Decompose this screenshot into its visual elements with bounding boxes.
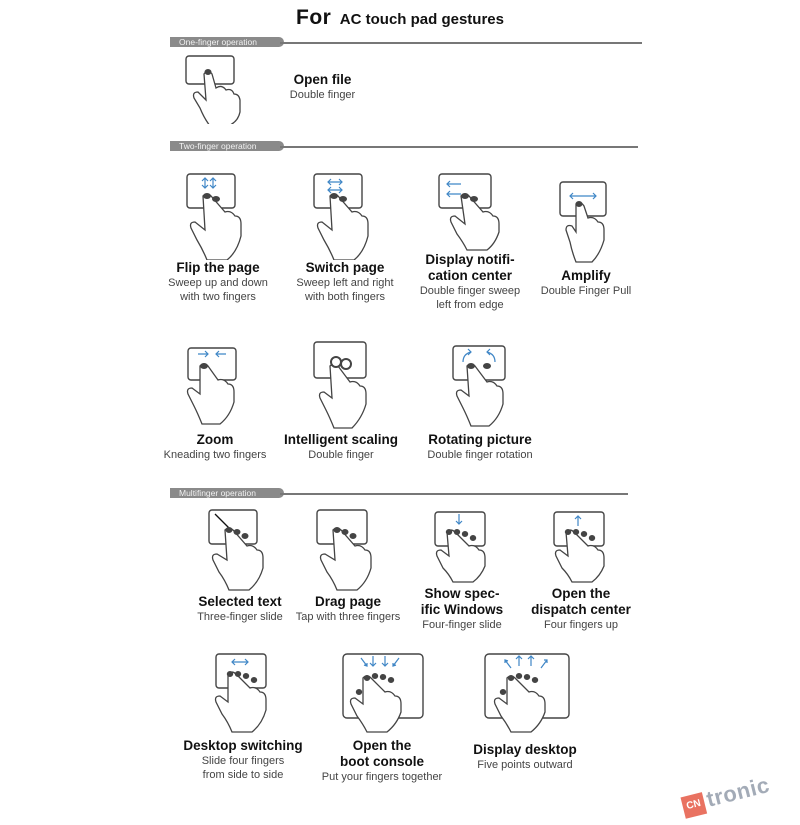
gesture-zoom: [155, 346, 275, 462]
touchpad-hand-icon: [303, 508, 393, 594]
arrow-icon: [456, 514, 462, 524]
gesture-desc: Kneading two fingers: [163, 449, 267, 461]
gesture-title: Desktop switching: [183, 738, 303, 753]
touchpad-hand-icon: [296, 340, 386, 432]
gesture-desc: with two fingers: [180, 291, 256, 303]
gesture-dispatch-center: [520, 510, 642, 632]
gesture-title: Switch page: [305, 260, 385, 275]
touchpad-hand-icon: [182, 52, 272, 124]
arrow-icon: [570, 193, 596, 199]
gesture-title: boot console: [340, 754, 424, 769]
gesture-title: Show spec-: [424, 586, 500, 601]
gesture-desktop-switching: [172, 652, 314, 782]
touchpad-hand-icon: [546, 180, 626, 268]
touchpad-hand-icon: [425, 172, 515, 252]
touchpad-hand-icon: [329, 652, 435, 738]
touchpad-hand-icon: [435, 344, 525, 432]
gesture-desc: Tap with three fingers: [295, 611, 401, 623]
arrow-icon: [232, 659, 248, 665]
gesture-title: Rotating picture: [428, 432, 532, 447]
section-divider: [280, 146, 638, 148]
gesture-title: cation center: [427, 268, 513, 283]
page-title: [0, 6, 800, 30]
touchpad-hand-icon: [475, 652, 575, 742]
arrow-icon: [361, 656, 399, 666]
gesture-drag-page: [286, 508, 410, 624]
section-label-one-finger: One-finger operation: [170, 37, 284, 47]
section-label-multifinger: Multifinger operation: [170, 488, 284, 498]
gesture-title: Display notifi-: [425, 252, 515, 267]
gesture-title: Intelligent scaling: [283, 432, 399, 447]
touchpad-hand-icon: [195, 508, 285, 594]
gesture-show-windows: [412, 510, 512, 632]
gesture-desc: Four-finger slide: [422, 619, 502, 631]
touchpad-hand-icon: [300, 172, 390, 260]
touchpad-hand-icon: [536, 510, 626, 586]
gesture-desc: Double finger: [289, 89, 356, 101]
gesture-desc: Sweep up and down: [168, 277, 268, 289]
gesture-desc: Put your fingers together: [321, 771, 443, 783]
gesture-amplify: [530, 180, 642, 298]
gesture-desc: from side to side: [202, 769, 284, 781]
gesture-desc: with both fingers: [304, 291, 386, 303]
section-multifinger: [170, 488, 628, 498]
gesture-display-desktop: [460, 652, 590, 772]
gesture-desc: Four fingers up: [544, 619, 618, 631]
gesture-desc: left from edge: [436, 299, 504, 311]
brand-logo: [678, 759, 794, 824]
gesture-title: Amplify: [561, 268, 611, 283]
gesture-intelligent-scaling: [273, 340, 409, 462]
arrow-icon: [202, 178, 216, 188]
logo-text: tronic: [703, 772, 773, 812]
gesture-title: Open the: [352, 738, 412, 753]
gesture-title: Flip the page: [176, 260, 260, 275]
gesture-title: ific Windows: [420, 602, 504, 617]
gesture-desc: Three-finger slide: [197, 611, 283, 623]
gesture-open-file-text: [270, 72, 375, 102]
gesture-title: Open file: [293, 72, 352, 87]
gesture-desc: Double finger: [308, 449, 374, 461]
gesture-flip-page: [158, 172, 278, 304]
section-two-finger: [170, 141, 638, 151]
gesture-title: dispatch center: [531, 602, 631, 617]
gesture-rotating-picture: [415, 344, 545, 462]
title-rest: AC touch pad gestures: [339, 11, 504, 28]
gesture-desc: Double finger rotation: [427, 449, 533, 461]
section-one-finger: [170, 37, 642, 47]
section-label-two-finger: Two-finger operation: [170, 141, 284, 151]
gesture-title: Zoom: [196, 432, 234, 447]
touchpad-hand-icon: [198, 652, 288, 738]
arrow-icon: [198, 351, 226, 357]
gesture-title: Display desktop: [473, 742, 577, 757]
gesture-desc: Double finger sweep: [419, 285, 521, 297]
arrow-icon: [328, 179, 342, 193]
gesture-desc: Slide four fingers: [201, 755, 285, 767]
gesture-selected-text: [180, 508, 300, 624]
logo-mark: CN: [680, 792, 707, 819]
arrow-icon: [575, 516, 581, 526]
gesture-open-file-image: [182, 52, 272, 124]
gesture-title: Drag page: [314, 594, 382, 609]
arrow-icon: [505, 656, 547, 668]
arrow-icon: [447, 181, 461, 197]
gesture-title: Open the: [551, 586, 611, 601]
gesture-desc: Double Finger Pull: [540, 285, 632, 297]
touchpad-hand-icon: [173, 172, 263, 260]
gesture-boot-console: [312, 652, 452, 784]
gesture-switch-page: [285, 172, 405, 304]
touchpad-hand-icon: [417, 510, 507, 586]
title-prefix: For: [296, 6, 332, 29]
gesture-desc: Sweep left and right: [296, 277, 394, 289]
section-divider: [280, 493, 628, 495]
gesture-title: Selected text: [198, 594, 282, 609]
touchpad-hand-icon: [170, 346, 260, 432]
section-divider: [280, 42, 642, 44]
gesture-desc: Five points outward: [477, 759, 573, 771]
arrow-icon: [463, 349, 495, 362]
gesture-display-notification: [405, 172, 535, 312]
